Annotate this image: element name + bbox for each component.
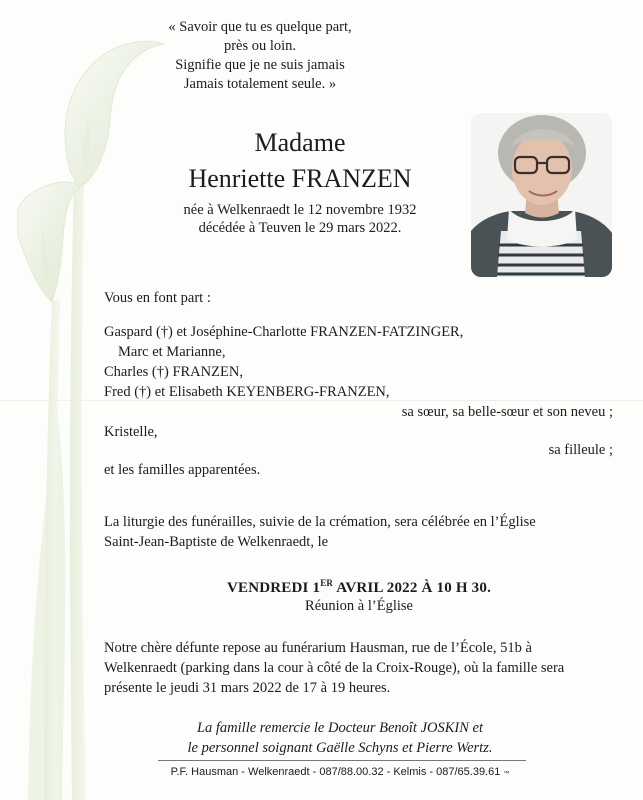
family-line: Marc et Marianne, xyxy=(118,344,226,360)
birth-info: née à Welkenraedt le 12 novembre 1932 xyxy=(183,202,417,218)
ceremony-line: Saint-Jean-Baptiste de Welkenraedt, le xyxy=(104,534,329,550)
family-relation: sa sœur, sa belle-sœur et son neveu ; xyxy=(401,404,613,420)
relatives-line: et les familles apparentées. xyxy=(104,462,261,478)
family-line: Charles (†) FRANZEN, xyxy=(104,364,243,380)
ceremony-date xyxy=(104,578,614,597)
announcement-intro: Vous en font part : xyxy=(104,290,211,306)
footer-funeral-home xyxy=(150,766,530,778)
honorific: Madame xyxy=(254,128,346,157)
ceremony-day-prefix: VENDREDI 1 xyxy=(226,580,321,596)
footer-mark: ™ xyxy=(503,771,510,777)
goddaughter-relation: sa filleule ; xyxy=(548,442,613,458)
family-line: Fred (†) et Elisabeth KEYENBERG-FRANZEN, xyxy=(104,384,390,400)
visitation-line: présente le jeudi 31 mars 2022 de 17 à 19 heures. xyxy=(104,680,391,696)
ceremony-day-sup: ER xyxy=(320,578,334,588)
deceased-name: Henriette FRANZEN xyxy=(188,164,412,193)
death-info: décédée à Teuven le 29 mars 2022. xyxy=(198,220,402,236)
thanks-line: La famille remercie le Docteur Benoît JOSKIN et xyxy=(196,720,484,736)
footer-divider xyxy=(158,760,526,761)
portrait-photo xyxy=(471,113,612,277)
family-line: Gaspard (†) et Joséphine-Charlotte FRANZEN-FATZINGER, xyxy=(104,324,464,340)
visitation-line: Notre chère défunte repose au funérarium Hausman, rue de l’École, 51b à xyxy=(104,640,532,656)
ceremony-day-suffix: AVRIL 2022 À 10 H 30. xyxy=(333,580,492,596)
opening-quote xyxy=(150,18,370,94)
goddaughter-name: Kristelle, xyxy=(104,424,158,440)
ceremony-line: La liturgie des funérailles, suivie de la crémation, sera célébrée en l’Église xyxy=(104,514,536,530)
quote-line: « Savoir que tu es quelque part, xyxy=(168,19,352,35)
thanks-line: le personnel soignant Gaëlle Schyns et Pierre Wertz. xyxy=(187,740,493,756)
quote-line: Jamais totalement seule. » xyxy=(183,76,337,92)
meeting-place: Réunion à l’Église xyxy=(305,598,413,614)
visitation-line: Welkenraedt (parking dans la cour à côté de la Croix-Rouge), où la famille sera xyxy=(104,660,565,676)
quote-line: Signifie que je ne suis jamais xyxy=(175,57,345,73)
quote-line: près ou loin. xyxy=(223,38,297,54)
footer-text: P.F. Hausman - Welkenraedt - 087/88.00.32 - Kelmis - 087/65.39.61 xyxy=(170,766,501,778)
